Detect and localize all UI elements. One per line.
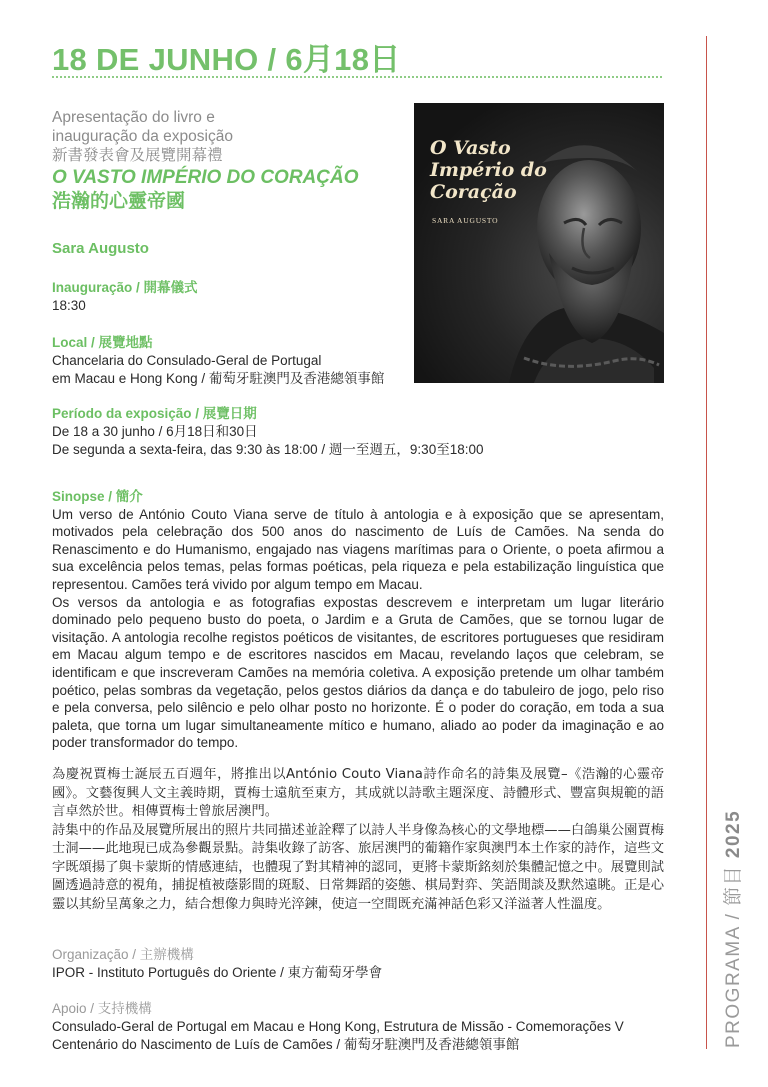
event-intro xyxy=(52,108,402,214)
organization-block xyxy=(52,946,382,982)
margin-rule xyxy=(706,36,707,1049)
organization-label: Organização / 主辦機構 xyxy=(52,947,194,962)
book-cover-title-line-3: Coração xyxy=(430,181,517,203)
period-label: Período da exposição / 展覽日期 xyxy=(52,406,257,421)
support-line-1: Consulado-Geral de Portugal em Macau e Hong Kong, Estrutura de Missão - Comemorações V xyxy=(52,1019,624,1034)
period-line-1: De 18 a 30 junho / 6月18日和30日 xyxy=(52,424,258,439)
support-label: Apoio / 支持機構 xyxy=(52,1001,152,1016)
period-block xyxy=(52,405,484,459)
location-label: Local / 展覽地點 xyxy=(52,335,153,350)
inauguration-time: 18:30 xyxy=(52,298,86,313)
header-divider xyxy=(52,76,662,78)
support-line-2: Centenário do Nascimento de Luís de Camões / 葡萄牙駐澳門及香港總領事館 xyxy=(52,1037,520,1052)
inauguration-block xyxy=(52,279,198,315)
book-cover-title xyxy=(430,137,580,203)
side-label-year: 2025 xyxy=(723,809,744,859)
support-block xyxy=(52,1000,624,1054)
book-cover-image xyxy=(414,103,664,383)
location-block xyxy=(52,334,384,388)
synopsis-zh-paragraph-2: 詩集中的作品及展覽所展出的照片共同描述並詮釋了以詩人半身像為核心的文學地標——白鴿巢公園賈梅士洞——此地現已成為參觀景點。詩集收錄了訪客、旅居澳門的葡籍作家與澳門本土作家的詩作，這些文字既頌揚了與卡蒙斯的情感連結，也體現了對其精神的認同，更將卡蒙斯銘刻於集體記憶之中。展覽則試圖透過詩意的視角，捕捉植被蔭影間的斑駁、日常舞蹈的姿態、棋局對弈、笑語閒談及默然遠眺。正是心靈以其紛呈萬象之力，結合想像力與時光淬鍊，使這一空間既充滿神話色彩又洋溢著人性溫度。 xyxy=(52,822,664,912)
location-line-2: em Macau e Hong Kong / 葡萄牙駐澳門及香港總領事館 xyxy=(52,371,385,386)
location-line-1: Chancelaria do Consulado-Geral de Portugal xyxy=(52,353,322,368)
side-program-label xyxy=(718,810,745,1048)
synopsis-section xyxy=(52,488,664,752)
organization-value: IPOR - Instituto Português do Oriente / 東方葡萄牙學會 xyxy=(52,965,383,980)
book-cover-title-line-2: Império do xyxy=(430,159,547,181)
event-subtitle-zh: 新書發表會及展覽開幕禮 xyxy=(52,147,223,164)
event-title-zh: 浩瀚的心靈帝國 xyxy=(52,191,186,212)
event-author: Sara Augusto xyxy=(52,240,149,257)
event-title-pt: O VASTO IMPÉRIO DO CORAÇÃO xyxy=(52,167,359,188)
synopsis-zh-paragraph-1: 為慶祝賈梅士誕辰五百週年，將推出以António Couto Viana詩作命名的詩集及展覽–《浩瀚的心靈帝國》。文藝復興人文主義時期，賈梅士遠航至東方，其成就以詩歌主題深度、詩體形式、豐富與規範的語言卓然於世。相傳賈梅士曾旅居澳門。 xyxy=(52,767,664,819)
period-line-2: De segunda a sexta-feira, das 9:30 às 18:00 / 週一至週五，9:30至18:00 xyxy=(52,442,484,457)
event-subtitle-pt-2: inauguração da exposição xyxy=(52,128,233,145)
synopsis-zh-section xyxy=(52,766,664,914)
event-subtitle-pt-1: Apresentação do livro e xyxy=(52,109,215,126)
page-date-title: 18 DE JUNHO / 6月18日 xyxy=(52,42,401,77)
book-cover-author: SARA AUGUSTO xyxy=(432,216,499,225)
book-cover-title-line-1: O Vasto xyxy=(430,137,511,159)
synopsis-label: Sinopse / 簡介 xyxy=(52,489,143,504)
synopsis-paragraph-1: Um verso de António Couto Viana serve de título à antologia e à exposição que se apresentam, motivados pela celebração dos 500 anos do nascimento de Luís de Camões. Na senda do Renascimento e do Humanismo, engajado nas viagens marítimas para o Oriente, o poeta afirmou a sua excelência pelos temas, pelas formas poéticas, pela riqueza e pela estabilização linguística que representou. Camões terá vivido por algum tempo em Macau. xyxy=(52,506,664,592)
side-label-text: PROGRAMA / 節目 xyxy=(723,858,744,1048)
synopsis-paragraph-2: Os versos da antologia e as fotografias expostas descrevem e interpretam um lugar literário dominado pelo pequeno busto do poeta, o Jardim e a Gruta de Camões, que se tornou lugar de visitação. A antologia recolhe registos poéticos de visitantes, de escritores portugueses que residiram em Macau algum tempo e de escritores nascidos em Macau, revelando laços que celebram, se identificam e que inscreveram Camões na memória coletiva. A exposição pretende um olhar também poético, pelas sombras da vegetação, pelos gestos diários da dança e do tabuleiro de jogo, pelo riso e pela conversa, pelo silêncio e pelo olhar posto no horizonte. É o poder do coração, em toda a sua paleta, que torna um lugar simultaneamente mítico e humano, aliado ao poder da imaginação e ao poder transformador do tempo. xyxy=(52,594,664,751)
inauguration-label: Inauguração / 開幕儀式 xyxy=(52,280,198,295)
